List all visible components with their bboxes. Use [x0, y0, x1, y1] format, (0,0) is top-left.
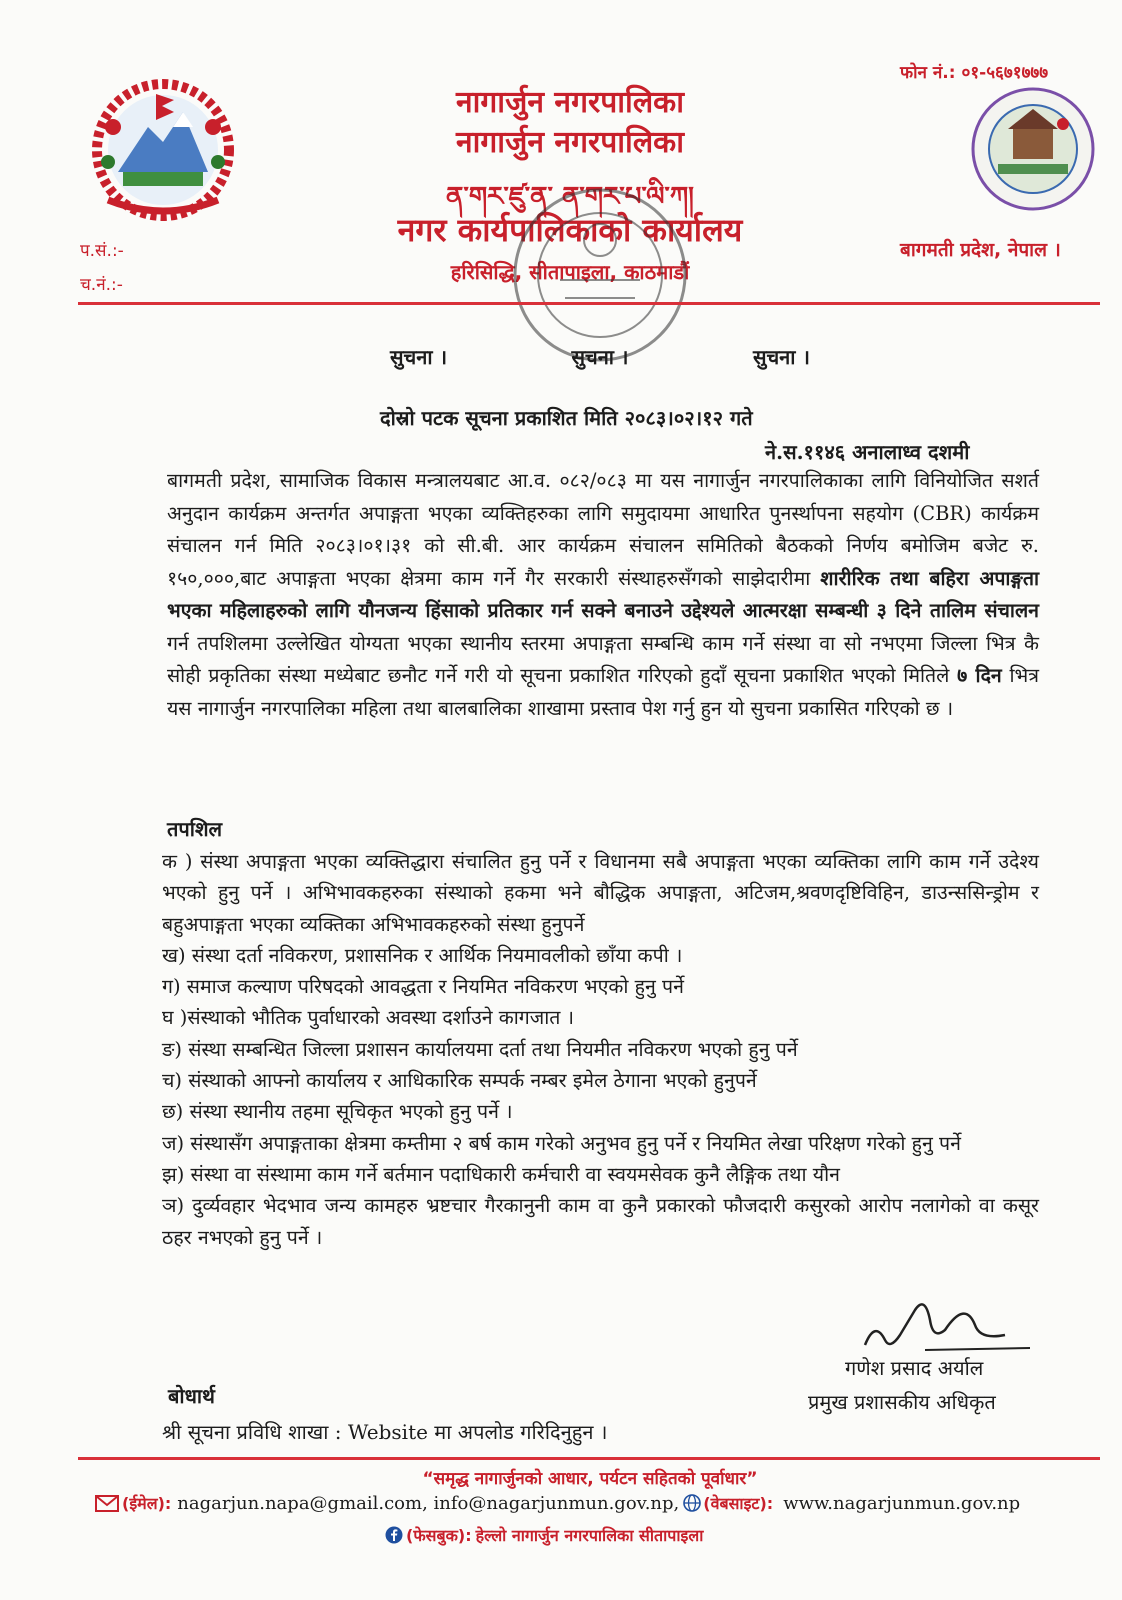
facebook-icon	[385, 1526, 403, 1544]
notice-labels	[390, 343, 810, 370]
website-label: (वेबसाइट):	[703, 1494, 774, 1513]
body-emphasis: शारीरिक तथा बहिरा अपाङ्गता भएका महिलाहरुको लागि यौनजन्य हिंसाको प्रतिकार गर्न सक्ने बनाउने उद्देश्यले आत्मरक्षा सम्बन्धी ३ दिने तालिम संचालन	[167, 566, 1039, 622]
list-item: ञ) दुर्व्यवहार भेदभाव जन्य कामहरु भ्रष्टचार गैरकानुनी काम वा कुनै प्रकारको फौजदारी कसुरको आरोप नलागेको वा कसूर ठहर नभएको हुनु पर्ने ।	[162, 1194, 1039, 1249]
second-notice-date: दोस्रो पटक सूचना प्रकाशित मिति २०८३।०२।१२ गते	[380, 406, 753, 430]
email-label: (ईमेल):	[122, 1494, 172, 1513]
signer-name: गणेश प्रसाद अर्याल	[845, 1356, 984, 1380]
facebook-line	[385, 1524, 703, 1546]
list-item: ङ) संस्था सम्बन्धित जिल्ला प्रशासन कार्यालयमा दर्ता तथा नियमीत नविकरण भएको हुनु पर्ने	[162, 1037, 798, 1061]
municipality-name-tibetan: ན་གར་ཛུ་ན་ ན་གར་པ་ལི་ཀ།	[446, 182, 694, 212]
notice-label: सुचना ।	[752, 345, 810, 369]
reference-number: प.सं.:-	[80, 241, 124, 261]
nepal-emblem-icon	[78, 72, 248, 222]
criteria-list	[162, 846, 1039, 1253]
province-label: बागमती प्रदेश, नेपाल ।	[900, 239, 1061, 261]
body-text: भित्र यस नागार्जुन नगरपालिका महिला तथा बालबालिका शाखामा प्रस्ताव पेश गर्नु हुन यो सुचना प्रकासित गरिएको छ ।	[167, 664, 1039, 720]
deadline-emphasis: ७ दिन	[957, 664, 1002, 687]
signature-icon	[855, 1290, 1035, 1360]
office-address: हरिसिद्धि, सीतापाइला, काठमाडौं	[450, 260, 690, 284]
office-stamp-icon	[505, 180, 695, 370]
website-link[interactable]: www.nagarjunmun.gov.np	[783, 1492, 1021, 1514]
phone-number: फोन नं.: ०१-५६७१७७७	[900, 63, 1049, 83]
list-item: छ) संस्था स्थानीय तहमा सूचिकृत भएको हुनु पर्ने ।	[162, 1100, 513, 1124]
cc-line: श्री सूचना प्रविधि शाखा : Website मा अपलोड गरिदिनुहुन ।	[162, 1420, 608, 1444]
list-item: ज) संस्थासँग अपाङ्गताका क्षेत्रमा कम्तीमा २ बर्ष काम गरेको अनुभव हुनु पर्ने र नियमित लेखा परिक्षण गरेको हुनु पर्ने	[162, 1131, 961, 1155]
list-item: च) संस्थाको आफ्नो कार्यालय र आधिकारिक सम्पर्क नम्बर इमेल ठेगाना भएको हुनुपर्ने	[162, 1069, 757, 1093]
office-name: नगर कार्यपालिकाको कार्यालय	[397, 211, 743, 249]
facebook-label: (फेसबुक):	[406, 1526, 472, 1545]
header-divider	[78, 302, 1100, 305]
municipality-name-newari: नागार्जुन नगरपालिका	[456, 125, 684, 160]
email-addresses[interactable]: nagarjun.napa@gmail.com, info@nagarjunmun.gov.np,	[177, 1492, 680, 1514]
notice-label: सुचना ।	[571, 345, 629, 369]
nepal-samvat-date: ने.स.११४६ अनालाध्व दशमी	[765, 440, 970, 464]
municipality-seal-icon	[968, 84, 1098, 214]
mail-icon	[95, 1495, 119, 1512]
body-text: बागमती प्रदेश, सामाजिक विकास मन्त्रालयबाट आ.व. ०८२/०८३ मा यस नागार्जुन नगरपालिकाका लागि विनियोजित सशर्त अनुदान कार्यक्रम अन्तर्गत अपाङ्गता भएका व्यक्तिहरुका लागि समुदायमा आधारित पुनर्स्थापना सहयोग (CBR) कार्यक्रम संचालन गर्न मिति २०८३।०१।३१ को सी.बी. आर कार्यक्रम संचालन समितिको बैठकको निर्णय बमोजिम बजेट रु. १५०,०००,बाट अपाङ्गता भएका क्षेत्रमा काम गर्ने गैर सरकारी संस्थाहरुसँगको साझेदारीमा	[167, 469, 1039, 590]
list-item: घ )संस्थाको भौतिक पुर्वाधारको अवस्था दर्शाउने कागजात ।	[162, 1006, 575, 1030]
body-text: गर्न तपशिलमा उल्लेखित योग्यता भएका स्थानीय स्तरमा अपाङ्गता सम्बन्धि काम गर्ने संस्था वा सो नभएमा जिल्ला भित्र कै सोही प्रकृतिका संस्था मध्येबाट छनौट गर्ने गरी यो सूचना प्रकाशित गरिएको हुदाँ सूचना प्रकाशित भएको मितिले	[167, 631, 1039, 687]
notice-label: सुचना ।	[390, 345, 448, 369]
municipality-name-nepali: नागार्जुन नगरपालिका	[456, 85, 684, 120]
footer-divider	[78, 1457, 1100, 1460]
list-item: ग) समाज कल्याण परिषदको आवद्धता र नियमित नविकरण भएको हुनु पर्ने	[162, 975, 684, 999]
cc-heading: बोधार्थ	[168, 1384, 215, 1408]
list-item: झ) संस्था वा संस्थामा काम गर्ने बर्तमान पदाधिकारी कर्मचारी वा स्वयमसेवक कुनै लैङ्गिक तथा यौन	[162, 1162, 840, 1186]
footer-slogan: “समृद्ध नागार्जुनको आधार, पर्यटन सहितको पूर्वाधार”	[422, 1469, 758, 1489]
dispatch-number: च.नं.:-	[80, 275, 123, 295]
list-item: ख) संस्था दर्ता नविकरण, प्रशासनिक र आर्थिक नियमावलीको छाँया कपी ।	[162, 943, 683, 967]
contact-line	[95, 1492, 1105, 1514]
details-heading: तपशिल	[167, 817, 223, 841]
signer-title: प्रमुख प्रशासकीय अधिकृत	[808, 1390, 996, 1414]
globe-icon	[683, 1494, 701, 1512]
notice-body	[167, 465, 1039, 725]
list-item: क ) संस्था अपाङ्गता भएका व्यक्तिद्धारा संचालित हुनु पर्ने र विधानमा सबै अपाङ्गता भएका व्यक्तिका लागि काम गर्ने उदेश्य भएको हुनु पर्ने । अभिभावकहरुका संस्थाको हकमा भने बौद्धिक अपाङ्गता, अटिजम,श्रवणदृष्टिविहिन, डाउन्ससिन्ड्रोम र बहुअपाङ्गता भएका व्यक्तिका अभिभावकहरुको संस्था हुनुपर्ने	[162, 850, 1039, 936]
facebook-page[interactable]: हेल्लो नागार्जुन नगरपालिका सीतापाइला	[475, 1526, 704, 1545]
